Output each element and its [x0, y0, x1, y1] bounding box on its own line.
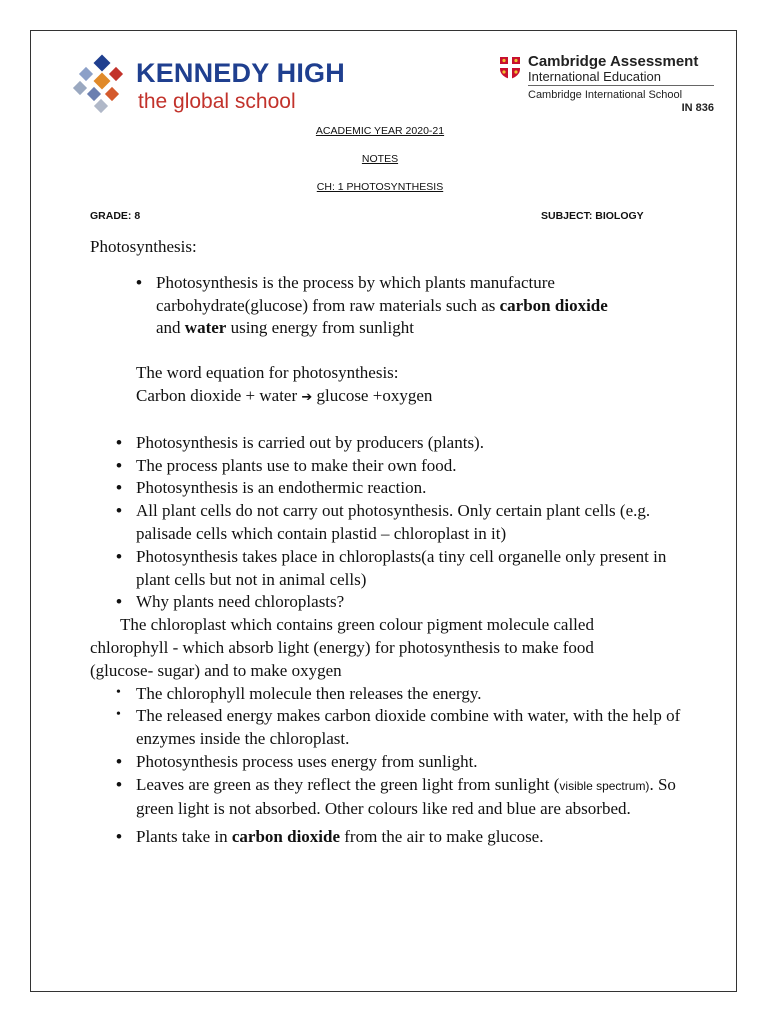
chloroplast-paragraph: The chloroplast which contains green colour pigment molecule called chlorophyll - which absorb light (energy) for photosynthesis to make food (glucose- sugar) and to make oxygen — [90, 615, 594, 680]
list-item: • The chlorophyll molecule then releases the energy. — [136, 683, 681, 706]
document-type: NOTES — [361, 153, 399, 165]
list-item: • The process plants use to make their own food. — [136, 455, 676, 478]
definition-list — [156, 272, 631, 340]
board-school: Cambridge International School — [528, 89, 683, 101]
grade-label: GRADE: 8 — [90, 210, 141, 222]
list-item: • Photosynthesis is carried out by producers (plants). — [136, 432, 676, 455]
facts-list — [136, 432, 676, 614]
kennedy-high-logo-icon — [72, 54, 134, 120]
subject-label: SUBJECT: BIOLOGY — [541, 210, 644, 222]
list-item: • Why plants need chloroplasts? — [136, 591, 676, 614]
word-equation: Carbon dioxide + water ➔ glucose +oxygen — [136, 385, 433, 405]
arrow-icon: ➔ — [301, 389, 313, 405]
chapter-title: CH: 1 PHOTOSYNTHESIS — [316, 181, 444, 193]
board-name-line1: Cambridge Assessment — [528, 53, 699, 70]
list-item: • Leaves are green as they reflect the green light from sunlight (visible spectrum). So green light is not absorbed. Other colours like red and blue are absorbed. — [136, 774, 681, 821]
list-item: • Plants take in carbon dioxide from the air to make glucose. — [136, 826, 681, 849]
equation-label: The word equation for photosynthesis: — [136, 363, 399, 383]
academic-year: ACADEMIC YEAR 2020-21 — [315, 125, 445, 137]
school-tagline: the global school — [138, 90, 296, 113]
leaf-list — [136, 751, 681, 849]
school-name: KENNEDY HIGH — [136, 58, 345, 88]
board-name-line2: International Education — [528, 69, 661, 84]
list-item: • All plant cells do not carry out photosynthesis. Only certain plant cells (e.g. palisade cells which contain plastid – chloroplast in it) — [136, 500, 676, 546]
section-heading: Photosynthesis: — [90, 237, 197, 256]
notes-content — [90, 236, 720, 849]
cambridge-shield-icon — [499, 56, 521, 80]
list-item: • The released energy makes carbon dioxide combine with water, with the help of enzymes inside the chloroplast. — [136, 705, 681, 751]
list-item: • Photosynthesis is an endothermic reaction. — [136, 477, 676, 500]
list-item: • Photosynthesis takes place in chloroplasts(a tiny cell organelle only present in plant cells but not in animal cells) — [136, 546, 676, 592]
board-centre-number: IN 836 — [681, 102, 714, 114]
energy-list — [136, 683, 681, 751]
definition-item: • Photosynthesis is the process by which plants manufacture carbohydrate(glucose) from raw materials such as carbon dioxide and water using energy from sunlight — [156, 272, 631, 340]
board-divider — [528, 85, 714, 86]
list-item: • Photosynthesis process uses energy from sunlight. — [136, 751, 681, 774]
